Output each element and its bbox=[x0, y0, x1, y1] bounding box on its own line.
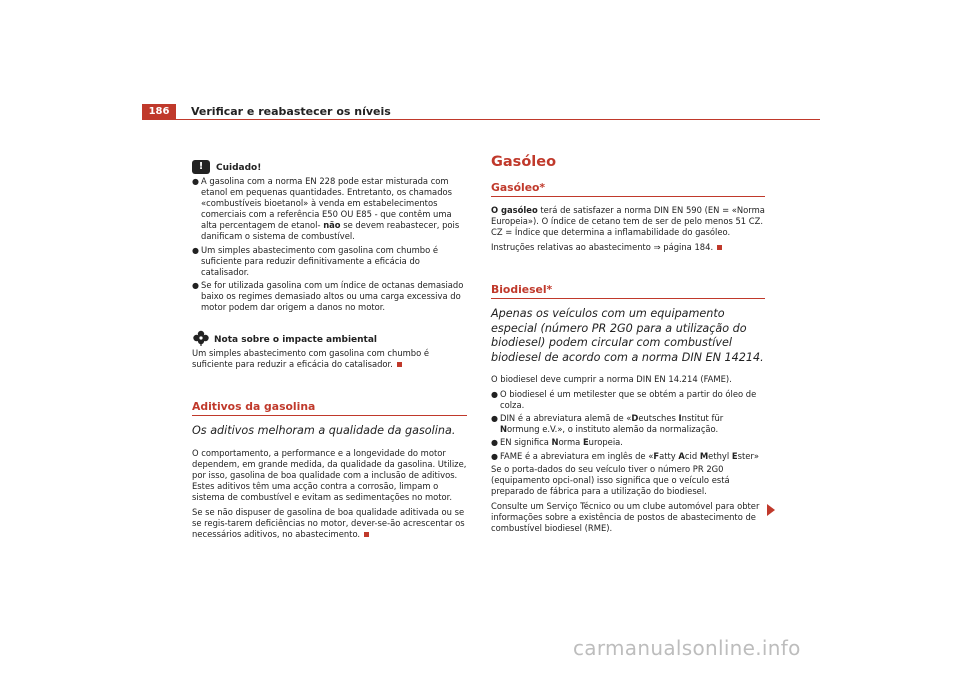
list-item bbox=[491, 437, 765, 448]
biodiesel-subheading: Apenas os veículos com um equipamento especial (número PR 2G0 para a utilização do biodiesel) podem circular com combustível biodiesel de acordo com a norma DIN EN 14214. bbox=[491, 307, 764, 364]
environment-text: Um simples abastecimento com gasolina com chumbo é suficiente para reduzir a eficácia do catalisador. bbox=[192, 348, 430, 370]
biodiesel-bullet-4: FAME é a abreviatura em inglês de «Fatty Acid Methyl Ester» bbox=[500, 450, 759, 461]
page-header-title: Verificar e reabastecer os níveis bbox=[191, 105, 391, 118]
caution-bullet-2: Um simples abastecimento com gasolina com chumbo é suficiente para reduzir definitivamente a eficácia do catalisador. bbox=[201, 244, 439, 277]
caution-bullet-3: Se for utilizada gasolina com um índice de octanas demasiado baixo os regimes demasiado altos ou uma carga excessiva do motor podem dar origem a danos no motor. bbox=[201, 279, 464, 313]
bullet-icon: ● bbox=[491, 390, 498, 400]
biodiesel-heading: Biodiesel* bbox=[491, 283, 765, 299]
bullet-icon: ● bbox=[491, 414, 498, 424]
list-item bbox=[491, 451, 765, 462]
additives-paragraph-2: Se se não dispuser de gasolina de boa qualidade aditivada ou se se regis-tarem deficiências no motor, dever-se-ão acrescentar os necessários aditivos, no abastecimento. bbox=[192, 507, 465, 540]
page-number: 186 bbox=[142, 104, 176, 119]
next-page-arrow-icon[interactable] bbox=[767, 504, 775, 516]
end-marker-icon bbox=[397, 362, 402, 367]
bullet-icon: ● bbox=[192, 177, 199, 186]
list-item bbox=[192, 245, 467, 278]
bullet-icon: ● bbox=[491, 451, 498, 461]
additives-subheading: Os aditivos melhoram a qualidade da gasolina. bbox=[192, 424, 456, 438]
environment-heading: Nota sobre o impacte ambiental bbox=[214, 335, 378, 346]
list-item bbox=[491, 413, 765, 435]
biodiesel-paragraph-2: Consulte um Serviço Técnico ou um clube automóvel para obter informações sobre a existência de postos de abastecimento de combustível biodiesel (RME). bbox=[491, 500, 760, 534]
biodiesel-paragraph-1: Se o porta-dados do seu veículo tiver o número PR 2G0 (equipamento opci-onal) isso significa que o veículo está preparado de fábrica para a utilização do biodiesel. bbox=[491, 463, 730, 496]
caution-icon: ! bbox=[192, 160, 210, 174]
list-item bbox=[192, 176, 467, 243]
biodiesel-bullet-3: EN significa Norma Europeia. bbox=[500, 437, 623, 448]
header-divider bbox=[142, 119, 820, 120]
biodiesel-intro: O biodiesel deve cumprir a norma DIN EN 14.214 (FAME). bbox=[491, 374, 732, 384]
diesel-heading: Gasóleo* bbox=[491, 181, 765, 197]
list-item bbox=[192, 280, 467, 313]
additives-paragraph-1: O comportamento, a performance e a longevidade do motor dependem, em grande medida, da qualidade da gasolina. Utilize, por isso, gasolina de boa qualidade com a inclusão de aditivos. Estes aditivos têm uma acção contra a corrosão, limpam o sistema de combustível e evitam as sedimentações no motor. bbox=[192, 447, 467, 503]
bullet-icon: ● bbox=[192, 280, 199, 290]
end-marker-icon bbox=[717, 245, 722, 250]
environment-icon bbox=[192, 330, 210, 346]
right-column bbox=[491, 153, 765, 538]
diesel-title: Gasóleo bbox=[491, 154, 557, 170]
watermark: carmanualsonline.info bbox=[573, 636, 801, 660]
biodiesel-bullet-2: DIN é a abreviatura alemã de «Deutsches Institut für Normung e.V.», o instituto alemão da normalização. bbox=[500, 413, 724, 435]
end-marker-icon bbox=[364, 532, 369, 537]
caution-heading-row bbox=[192, 160, 467, 174]
list-item bbox=[491, 389, 765, 411]
left-column bbox=[192, 160, 467, 544]
additives-heading: Aditivos da gasolina bbox=[192, 400, 467, 416]
diesel-paragraph-2: Instruções relativas ao abastecimento ⇒ página 184. bbox=[491, 242, 765, 253]
environment-heading-row bbox=[192, 330, 467, 346]
bullet-icon: ● bbox=[491, 438, 498, 448]
caution-bullet-1: A gasolina com a norma EN 228 pode estar misturada com etanol em pequenas quantidades. Entretanto, os chamados «combustíveis bioetanol» à venda em estabelecimentos comerciais com a referência E50 OU E85 - que contêm uma alta percentagem de etanol- não se devem reabastecer, pois danificam o sistema de combustível. bbox=[201, 176, 460, 242]
caution-heading: Cuidado! bbox=[216, 162, 262, 173]
bullet-icon: ● bbox=[192, 245, 199, 255]
biodiesel-bullet-1: O biodiesel é um metilester que se obtém a partir do óleo de colza. bbox=[500, 389, 757, 411]
diesel-paragraph-1: O gasóleo terá de satisfazer a norma DIN EN 590 (EN = «Norma Europeia»). O índice de cetano tem de ser de pelo menos 51 CZ. CZ = Índice que determina a inflamabilidade do gasóleo. bbox=[491, 205, 765, 238]
